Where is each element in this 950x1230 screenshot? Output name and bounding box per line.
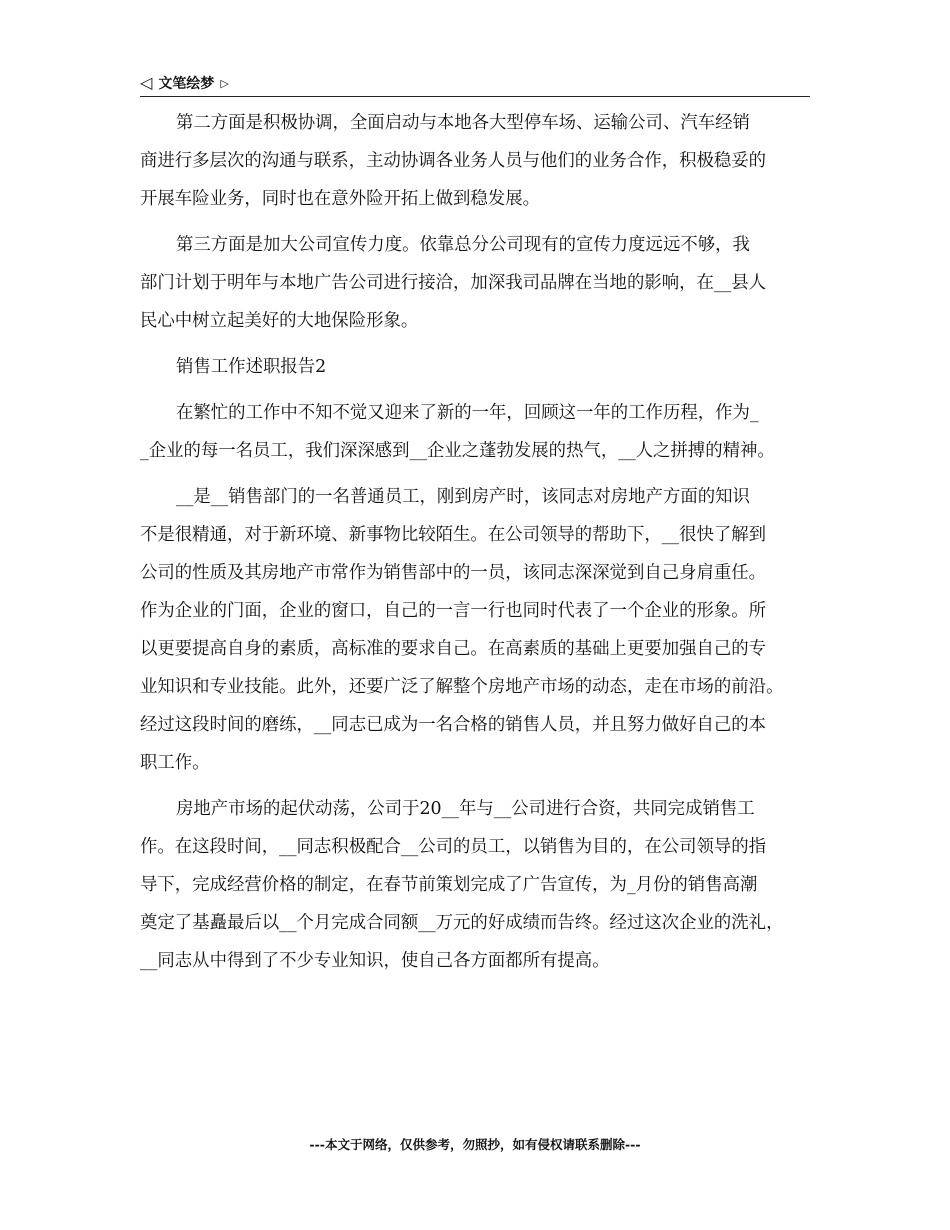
heading-text: 销售工作述职报告2 [176,357,327,377]
text-line: 开展车险业务，同时也在意外险开拓上做到稳发展。 [140,189,540,209]
header-title: 文笔绘梦 [158,76,215,92]
text-line: 第二方面是积极协调，全面启动与本地各大型停车场、运输公司、汽车经销 [176,113,750,133]
text-line: 房地产市场的起伏动荡，公司于20__年与__公司进行合资，共同完成销售工 [176,799,755,819]
paragraph-5 [140,790,810,980]
paragraph-3 [140,394,810,470]
footer-disclaimer: ---本文于网络，仅供参考，勿照抄，如有侵权请联系删除--- [309,1137,641,1152]
text-line: 作为企业的门面，企业的窗口，自己的一言一行也同时代表了一个企业的形象。所 [140,601,767,621]
text-line: 职工作。 [140,753,210,773]
text-line: 民心中树立起美好的大地保险形象。 [140,311,419,331]
text-line: __同志从中得到了不少专业知识，使自己各方面都所有提高。 [140,951,610,971]
text-line: 公司的性质及其房地产市常作为销售部中的一员，该同志深深觉到自己身肩重任。 [140,563,767,583]
text-line: 经过这段时间的磨练，__同志已成为一名合格的销售人员，并且努力做好自己的本 [140,715,767,735]
text-line: 作。在这段时间，__同志积极配合__公司的员工，以销售为目的，在公司领导的指 [140,837,767,857]
text-line: 商进行多层次的沟通与联系，主动协调各业务人员与他们的业务合作，积极稳妥的 [140,151,767,171]
text-line: 在繁忙的工作中不知不觉又迎来了新的一年，回顾这一年的工作历程，作为_ [176,403,759,423]
text-line: 第三方面是加大公司宣传力度。依靠总分公司现有的宣传力度远远不够，我 [176,235,750,255]
text-line: 部门计划于明年与本地广告公司进行接洽，加深我司品牌在当地的影响，在__县人 [140,273,767,293]
text-line: __是__销售部门的一名普通员工，刚到房产时，该同志对房地产方面的知识 [176,487,750,507]
page-header [140,70,810,97]
text-line: _企业的每一名员工，我们深深感到__企业之蓬勃发展的热气，__人之拼搏的精神。 [140,441,775,461]
section-heading [140,348,810,386]
paragraph-2 [140,226,810,340]
text-line: 不是很精通，对于新环境、新事物比较陌生。在公司领导的帮助下，__很快了解到 [140,525,767,545]
document-body [140,104,810,988]
paragraph-1 [140,104,810,218]
text-line: 业知识和专业技能。此外，还要广泛了解整个房地产市场的动态，走在市场的前沿。 [140,677,784,697]
left-triangle-icon: ◁ [140,73,153,92]
text-line: 以更要提高自身的素质，高标准的要求自己。在高素质的基础上更要加强自己的专 [140,639,767,659]
text-line: 导下，完成经营价格的制定，在春节前策划完成了广告宣传，为_月份的销售高潮 [140,875,758,895]
paragraph-4 [140,478,810,782]
text-line: 奠定了基矗最后以__个月完成合同额__万元的好成绩而告终。经过这次企业的洗礼， [140,913,784,933]
right-triangle-icon: ▷ [220,76,229,90]
